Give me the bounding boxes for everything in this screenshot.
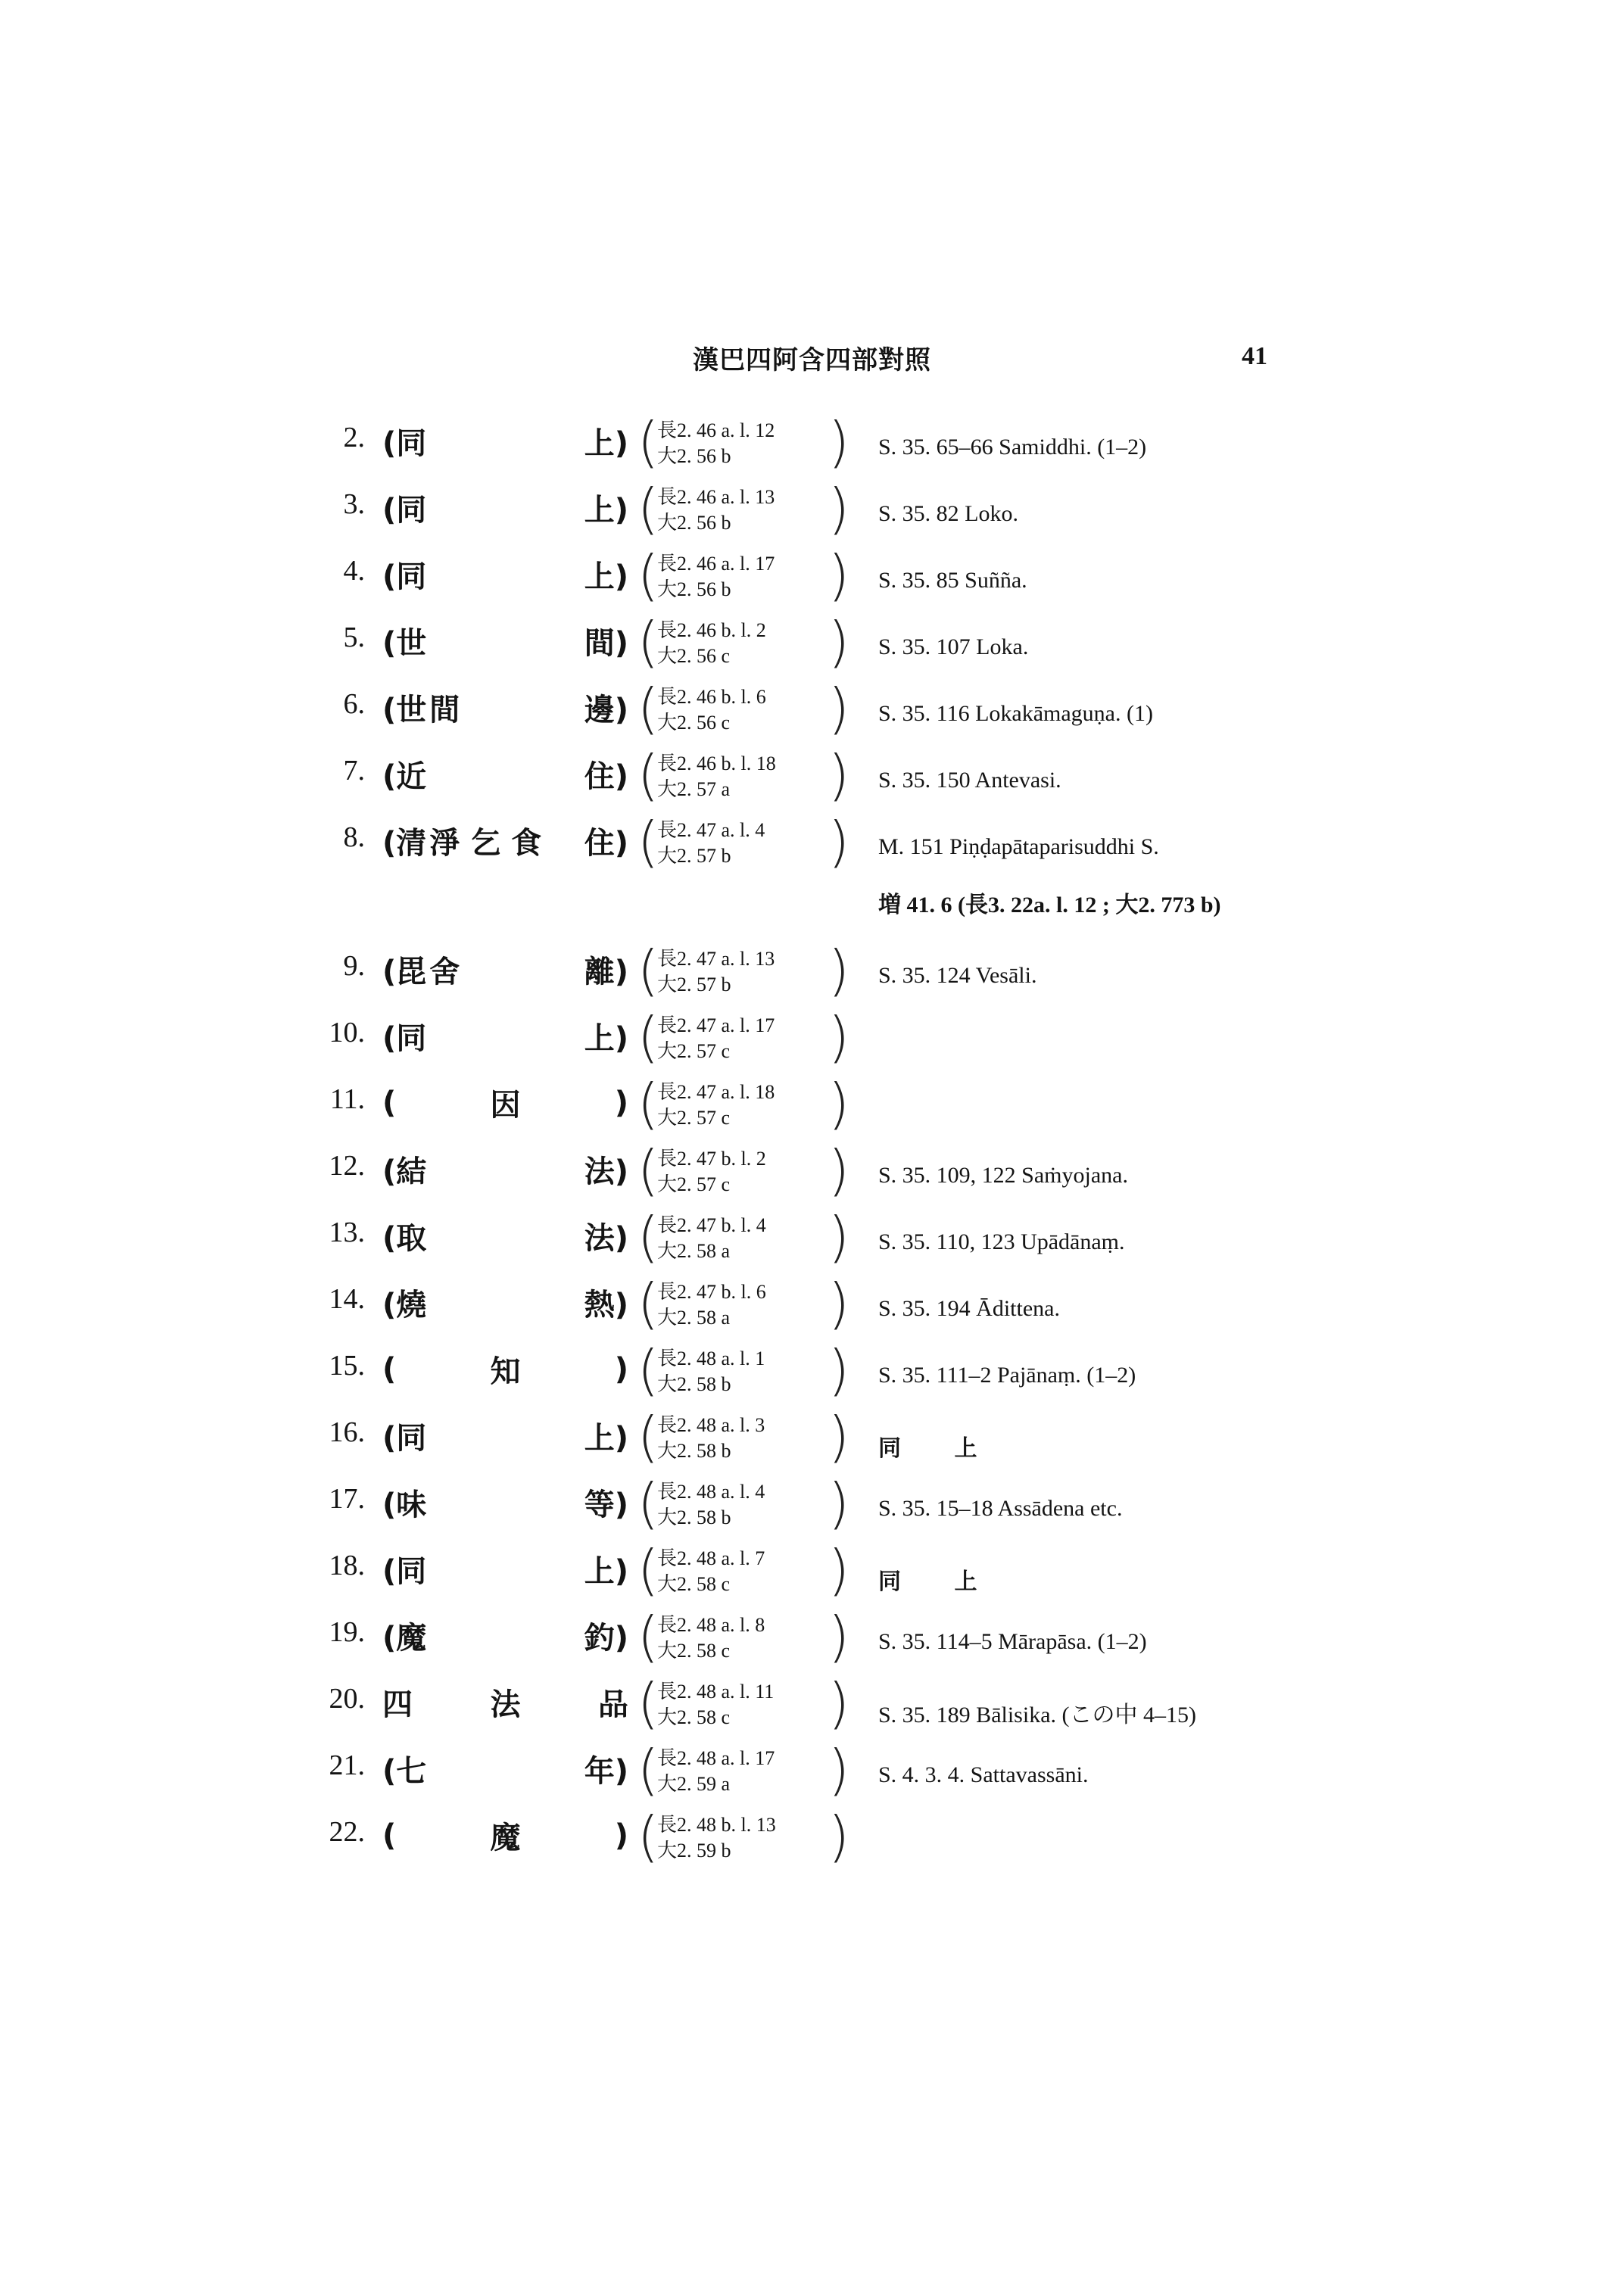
taisho-reference: 大2. 58 a: [657, 1307, 731, 1329]
pali-parallel: S. 35. 114–5 Mārapāsa. (1–2): [878, 1629, 1147, 1654]
entry-title-open: 四: [382, 1687, 413, 1722]
right-brace-icon: ): [828, 1405, 849, 1469]
entry-title: [382, 1547, 628, 1590]
pali-parallel: S. 35. 189 Bālisika. (この中 4–15): [878, 1703, 1196, 1728]
left-brace-icon: (: [637, 1671, 659, 1735]
taisho-reference: 大2. 57 c: [657, 1173, 731, 1195]
right-brace-icon: ): [828, 1472, 849, 1535]
taisho-reference: 大2. 57 a: [657, 778, 731, 800]
entry-row: [0, 1605, 1624, 1670]
entry-title-open: (: [382, 1351, 397, 1387]
entry-row: [0, 1072, 1624, 1137]
entry-number: 22.: [329, 1816, 365, 1848]
taisho-reference: 大2. 58 c: [657, 1706, 731, 1728]
entry-row: [0, 1805, 1624, 1870]
entry-number: 9.: [343, 950, 365, 982]
entry-title-close: ): [614, 1351, 628, 1387]
entry-title-middle: 因: [490, 1088, 521, 1123]
pali-parallel: S. 35. 111–2 Pajānaṃ. (1–2): [878, 1363, 1136, 1388]
entry-title-open: (: [382, 1085, 397, 1120]
left-brace-icon: (: [637, 743, 659, 807]
entry-title-close: 年): [584, 1754, 628, 1789]
entry-title-open: (結: [382, 1154, 427, 1189]
entry-title-close: 住): [584, 759, 628, 794]
entry-title-close: 住): [584, 826, 628, 861]
entry-reference: [637, 477, 849, 542]
entry-number: 14.: [329, 1283, 365, 1315]
entry-title-open: (同: [382, 1554, 427, 1589]
taisho-reference: 大2. 58 a: [657, 1240, 731, 1262]
entry-reference: [637, 1405, 849, 1470]
entry-title: [382, 1081, 628, 1124]
entry-row: [0, 410, 1624, 475]
pali-parallel: S. 35. 110, 123 Upādānaṃ.: [878, 1229, 1125, 1254]
entry-number: 21.: [329, 1749, 365, 1781]
entry-title-open: (燒: [382, 1288, 427, 1323]
entry-row: [0, 544, 1624, 609]
pali-parallel: S. 35. 65–66 Samiddhi. (1–2): [878, 435, 1147, 460]
right-brace-icon: ): [828, 1538, 849, 1602]
entry-row: [0, 1671, 1624, 1737]
entry-reference: [637, 743, 849, 808]
entry-title: [382, 1148, 628, 1191]
entry-title: [382, 553, 628, 596]
entry-number: 7.: [343, 755, 365, 787]
entry-title-close: ): [614, 1818, 628, 1853]
pali-parallel: S. 35. 116 Lokakāmaguṇa. (1): [878, 701, 1153, 726]
entry-number: 5.: [343, 622, 365, 653]
entry-reference: [637, 810, 849, 875]
entry-reference: [637, 1472, 849, 1537]
agama-reference: 長2. 48 a. l. 3: [657, 1414, 765, 1436]
entry-reference: [637, 1139, 849, 1204]
entry-title-open: (七: [382, 1754, 427, 1789]
right-brace-icon: ): [828, 1805, 849, 1868]
entry-title: [382, 486, 628, 529]
agama-reference: 長2. 47 a. l. 18: [657, 1081, 775, 1103]
right-brace-icon: ): [828, 1272, 849, 1335]
taisho-reference: 大2. 57 b: [657, 845, 731, 867]
left-brace-icon: (: [637, 1005, 659, 1069]
entry-row: [0, 1272, 1624, 1337]
entry-reference: [637, 1805, 849, 1870]
entry-reference: [637, 1338, 849, 1404]
taisho-reference: 大2. 56 b: [657, 445, 731, 467]
pali-parallel: S. 35. 150 Antevasi.: [878, 768, 1061, 793]
entry-number: 16.: [329, 1416, 365, 1448]
entry-row: [0, 1005, 1624, 1070]
agama-reference: 長2. 46 b. l. 2: [657, 619, 766, 641]
entry-row: [0, 939, 1624, 1004]
entry-title-middle: 法: [490, 1687, 521, 1722]
ekottara-cross-reference: 増 41. 6 (長3. 22a. l. 12 ; 大2. 773 b): [878, 893, 1221, 918]
agama-reference: 長2. 46 b. l. 18: [657, 752, 776, 774]
entry-title: [382, 1014, 628, 1058]
entry-title-open: (: [382, 1818, 397, 1853]
entry-title-open: (毘: [382, 955, 427, 989]
taisho-reference: 大2. 56 c: [657, 645, 731, 667]
entry-title: [382, 686, 628, 729]
entry-title-middle: 淨 乞 食: [429, 826, 542, 861]
right-brace-icon: ): [828, 810, 849, 874]
entry-reference: [637, 410, 849, 475]
pali-parallel: S. 35. 109, 122 Saṁyojana.: [878, 1163, 1128, 1188]
entry-title-close: 離): [584, 955, 628, 989]
entry-title-open: (同: [382, 493, 427, 528]
entry-row: [0, 1405, 1624, 1470]
entry-title-middle: 知: [490, 1354, 521, 1389]
right-brace-icon: ): [828, 1139, 849, 1202]
entry-row: [0, 1139, 1624, 1204]
left-brace-icon: (: [637, 677, 659, 740]
entry-title-open: (味: [382, 1488, 427, 1522]
entry-title-close: ): [614, 1085, 628, 1120]
left-brace-icon: (: [637, 939, 659, 1002]
entry-title: [382, 1614, 628, 1657]
left-brace-icon: (: [637, 610, 659, 674]
entry-reference: [637, 1272, 849, 1337]
entry-row: [0, 477, 1624, 542]
taisho-reference: 大2. 58 b: [657, 1440, 731, 1462]
entry-number: 3.: [343, 488, 365, 520]
entry-row: [0, 610, 1624, 675]
entry-number: 20.: [329, 1683, 365, 1715]
entry-title-close: 法): [584, 1154, 628, 1189]
right-brace-icon: ): [828, 1205, 849, 1269]
right-brace-icon: ): [828, 939, 849, 1002]
entry-title-close: 法): [584, 1221, 628, 1256]
entry-number: 18.: [329, 1550, 365, 1581]
agama-reference: 長2. 46 a. l. 17: [657, 553, 775, 575]
agama-reference: 長2. 47 a. l. 17: [657, 1014, 775, 1036]
entry-title-close: 上): [584, 426, 628, 461]
pali-parallel: M. 151 Piṇḍapātaparisuddhi S.: [878, 834, 1159, 859]
taisho-reference: 大2. 57 c: [657, 1040, 731, 1062]
taisho-reference: 大2. 57 c: [657, 1107, 731, 1129]
agama-reference: 長2. 46 b. l. 6: [657, 686, 766, 708]
entry-number: 17.: [329, 1483, 365, 1515]
taisho-reference: 大2. 58 c: [657, 1640, 731, 1662]
entry-row: [0, 1205, 1624, 1270]
agama-reference: 長2. 48 a. l. 11: [657, 1681, 775, 1703]
entry-title: [382, 1414, 628, 1457]
entry-title-close: 上): [584, 1554, 628, 1589]
left-brace-icon: (: [637, 1139, 659, 1202]
left-brace-icon: (: [637, 1405, 659, 1469]
left-brace-icon: (: [637, 544, 659, 607]
pali-parallel: 同 上: [878, 1435, 1000, 1462]
pali-parallel: S. 35. 107 Loka.: [878, 634, 1029, 659]
page-number: 41: [1242, 342, 1267, 370]
entry-title: [382, 1481, 628, 1524]
entry-row: [0, 677, 1624, 742]
pali-parallel: S. 35. 85 Suñña.: [878, 568, 1027, 593]
left-brace-icon: (: [637, 1205, 659, 1269]
agama-reference: 長2. 48 a. l. 8: [657, 1614, 765, 1636]
entry-title-open: (魔: [382, 1621, 427, 1656]
agama-reference: 長2. 48 a. l. 1: [657, 1347, 765, 1369]
taisho-reference: 大2. 57 b: [657, 974, 731, 995]
pali-parallel: S. 35. 194 Ādittena.: [878, 1296, 1060, 1321]
entry-title-open: (同: [382, 426, 427, 461]
agama-reference: 長2. 47 b. l. 4: [657, 1214, 766, 1236]
entry-number: 4.: [343, 555, 365, 587]
entry-title-open: (清: [382, 826, 427, 861]
entry-title: [382, 1347, 628, 1391]
right-brace-icon: ): [828, 743, 849, 807]
right-brace-icon: ): [828, 1005, 849, 1069]
left-brace-icon: (: [637, 810, 659, 874]
agama-reference: 長2. 48 a. l. 4: [657, 1481, 765, 1503]
taisho-reference: 大2. 58 c: [657, 1573, 731, 1595]
right-brace-icon: ): [828, 1671, 849, 1735]
entry-row: [0, 1738, 1624, 1803]
left-brace-icon: (: [637, 1072, 659, 1136]
entry-reference: [637, 544, 849, 609]
entry-title: [382, 619, 628, 662]
entry-title-close: 上): [584, 1421, 628, 1456]
entry-number: 13.: [329, 1217, 365, 1248]
agama-reference: 長2. 48 b. l. 13: [657, 1814, 776, 1836]
entry-row: [0, 810, 1624, 875]
right-brace-icon: ): [828, 1338, 849, 1402]
entry-title: [382, 752, 628, 796]
entry-title-close: 等): [584, 1488, 628, 1522]
taisho-reference: 大2. 56 c: [657, 712, 731, 734]
entry-title: [382, 1681, 628, 1724]
entry-title: [382, 1214, 628, 1257]
right-brace-icon: ): [828, 677, 849, 740]
entry-title-middle: 間: [429, 693, 460, 727]
entry-reference: [637, 1538, 849, 1603]
entry-title-open: (同: [382, 1021, 427, 1056]
entry-number: 19.: [329, 1616, 365, 1648]
entry-title: [382, 948, 628, 991]
entry-number: 12.: [329, 1150, 365, 1182]
taisho-reference: 大2. 58 b: [657, 1506, 731, 1528]
entry-title-open: (近: [382, 759, 427, 794]
left-brace-icon: (: [637, 1272, 659, 1335]
entry-title-open: (同: [382, 1421, 427, 1456]
pali-parallel: S. 35. 82 Loko.: [878, 501, 1019, 526]
entry-number: 15.: [329, 1350, 365, 1382]
entry-row: [0, 743, 1624, 808]
pali-parallel: S. 4. 3. 4. Sattavassāni.: [878, 1762, 1089, 1787]
entry-title: [382, 819, 628, 862]
entry-title-close: 上): [584, 1021, 628, 1056]
left-brace-icon: (: [637, 477, 659, 541]
pali-parallel: S. 35. 124 Vesāli.: [878, 963, 1037, 988]
right-brace-icon: ): [828, 1605, 849, 1668]
entry-title-close: 邊): [584, 693, 628, 727]
entry-title: [382, 419, 628, 463]
entry-title-open: (世: [382, 693, 427, 727]
entry-title-close: 間): [584, 626, 628, 661]
entry-title-close: 上): [584, 559, 628, 594]
left-brace-icon: (: [637, 1338, 659, 1402]
taisho-reference: 大2. 58 b: [657, 1373, 731, 1395]
entry-title-open: (同: [382, 559, 427, 594]
entry-title-open: (世: [382, 626, 427, 661]
agama-reference: 長2. 46 a. l. 13: [657, 486, 775, 508]
taisho-reference: 大2. 59 a: [657, 1773, 731, 1795]
entry-title-close: 釣): [584, 1621, 628, 1656]
entry-number: 6.: [343, 688, 365, 720]
agama-reference: 長2. 46 a. l. 12: [657, 419, 775, 441]
right-brace-icon: ): [828, 610, 849, 674]
pali-parallel: 同 上: [878, 1569, 1000, 1595]
entry-reference: [637, 1738, 849, 1803]
left-brace-icon: (: [637, 1472, 659, 1535]
entry-number: 8.: [343, 821, 365, 853]
entry-reference: [637, 1205, 849, 1270]
taisho-reference: 大2. 59 b: [657, 1840, 731, 1862]
right-brace-icon: ): [828, 1072, 849, 1136]
taisho-reference: 大2. 56 b: [657, 578, 731, 600]
agama-reference: 長2. 48 a. l. 7: [657, 1547, 765, 1569]
entry-row: [0, 1338, 1624, 1404]
entry-title-middle: 舍: [429, 955, 460, 989]
left-brace-icon: (: [637, 1738, 659, 1802]
entry-title: [382, 1814, 628, 1857]
right-brace-icon: ): [828, 1738, 849, 1802]
left-brace-icon: (: [637, 1605, 659, 1668]
agama-reference: 長2. 47 a. l. 13: [657, 948, 775, 970]
taisho-reference: 大2. 56 b: [657, 512, 731, 534]
right-brace-icon: ): [828, 410, 849, 474]
left-brace-icon: (: [637, 1538, 659, 1602]
left-brace-icon: (: [637, 410, 659, 474]
entry-title-close: 熱): [584, 1288, 628, 1323]
page-header-title: 漢巴四阿含四部對照: [693, 345, 931, 375]
agama-reference: 長2. 47 b. l. 2: [657, 1148, 766, 1170]
entry-number: 10.: [329, 1017, 365, 1048]
entry-reference: [637, 1671, 849, 1737]
agama-reference: 長2. 47 b. l. 6: [657, 1281, 766, 1303]
entry-row: [0, 1538, 1624, 1603]
entry-title-close: 品: [598, 1687, 628, 1722]
left-brace-icon: (: [637, 1805, 659, 1868]
entry-title-open: (取: [382, 1221, 427, 1256]
entry-reference: [637, 1605, 849, 1670]
entry-title-middle: 魔: [490, 1821, 521, 1855]
entry-title: [382, 1281, 628, 1324]
entry-reference: [637, 1005, 849, 1070]
entry-title-close: 上): [584, 493, 628, 528]
entry-title: [382, 1747, 628, 1790]
right-brace-icon: ): [828, 544, 849, 607]
entry-number: 11.: [329, 1083, 365, 1115]
pali-parallel: S. 35. 15–18 Assādena etc.: [878, 1496, 1123, 1521]
entry-number: 2.: [343, 422, 365, 453]
agama-reference: 長2. 47 a. l. 4: [657, 819, 765, 841]
right-brace-icon: ): [828, 477, 849, 541]
entry-reference: [637, 677, 849, 742]
entry-reference: [637, 1072, 849, 1137]
entry-row: [0, 1472, 1624, 1537]
entry-reference: [637, 939, 849, 1004]
agama-reference: 長2. 48 a. l. 17: [657, 1747, 775, 1769]
entry-reference: [637, 610, 849, 675]
